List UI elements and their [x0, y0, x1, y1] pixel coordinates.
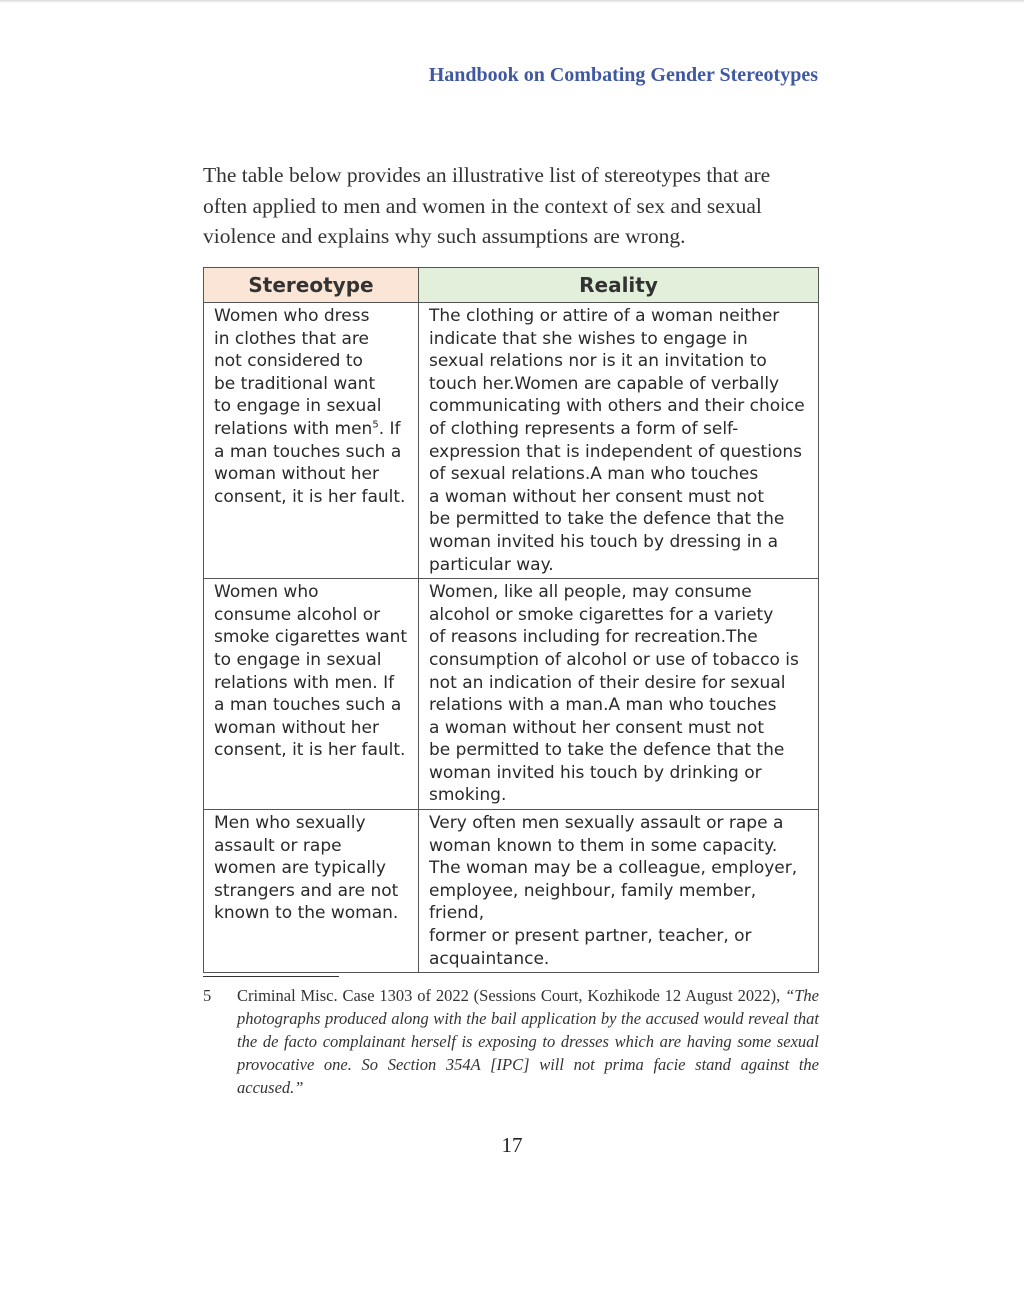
stereotype-cell: Men who sexually assault or rape women are typically strangers and are not known to the woman.	[204, 810, 419, 973]
table-header-row	[204, 268, 819, 303]
footnote-number: 5	[203, 986, 212, 1005]
table-row	[204, 810, 819, 973]
running-header: Handbook on Combating Gender Stereotypes	[428, 64, 818, 86]
stereotype-text: Women who dress in clothes that are not considered to be traditional want to engage in sexual relations with men	[214, 306, 382, 439]
table-row	[204, 579, 819, 810]
stereotype-cell	[204, 303, 419, 579]
reality-cell: The clothing or attire of a woman neither indicate that she wishes to engage in sexual relations nor is it an invitation to touch her.Women are capable of verbally communicating with others and their choice of clothing represents a form of self- expression that is independent of questions of sexual relations.A man who touches a woman without her consent must not be permitted to take the defence that the woman invited his touch by dressing in a particular way.	[419, 303, 819, 579]
intro-paragraph: The table below provides an illustrative list of stereotypes that are often applied to men and women in the context of sex and sexual violence and explains why such assumptions are wrong.	[203, 163, 771, 248]
footnote	[203, 984, 819, 1099]
reality-cell: Very often men sexually assault or rape a woman known to them in some capacity. The woman may be a colleague, employer, employee, neighbour, family member, friend, former or present partner, teacher, or acquaintance.	[419, 810, 819, 973]
stereotype-text-continued: . If a man touches such a woman without her consent, it is her fault.	[214, 418, 406, 507]
stereotype-column-header: Stereotype	[204, 268, 419, 303]
reality-column-header: Reality	[419, 268, 819, 303]
footnote-reference: 5	[372, 419, 379, 431]
footnote-quote: “The photographs produced along with the bail application by the accused would reveal that the de facto complainant herself is exposing to dresses which are having some sexual provocative one. So Section 354A [IPC] will not prima facie stand against the accused.”	[237, 986, 819, 1097]
footnote-citation: Criminal Misc. Case 1303 of 2022 (Sessions Court, Kozhikode 12 August 2022),	[237, 986, 786, 1005]
stereotype-cell: Women who consume alcohol or smoke cigarettes want to engage in sexual relations with men. If a man touches such a woman without her consent, it is her fault.	[204, 579, 419, 810]
page-top-edge	[0, 0, 1024, 3]
table-row	[204, 303, 819, 579]
reality-cell: Women, like all people, may consume alcohol or smoke cigarettes for a variety of reasons including for recreation.The consumption of alcohol or use of tobacco is not an indication of their desire for sexual relations with a man.A man who touches a woman without her consent must not be permitted to take the defence that the woman invited his touch by drinking or smoking.	[419, 579, 819, 810]
footnote-body	[237, 984, 819, 1099]
page-number: 17	[501, 1133, 523, 1157]
stereotype-reality-table	[203, 267, 819, 973]
footnote-separator	[203, 976, 339, 977]
